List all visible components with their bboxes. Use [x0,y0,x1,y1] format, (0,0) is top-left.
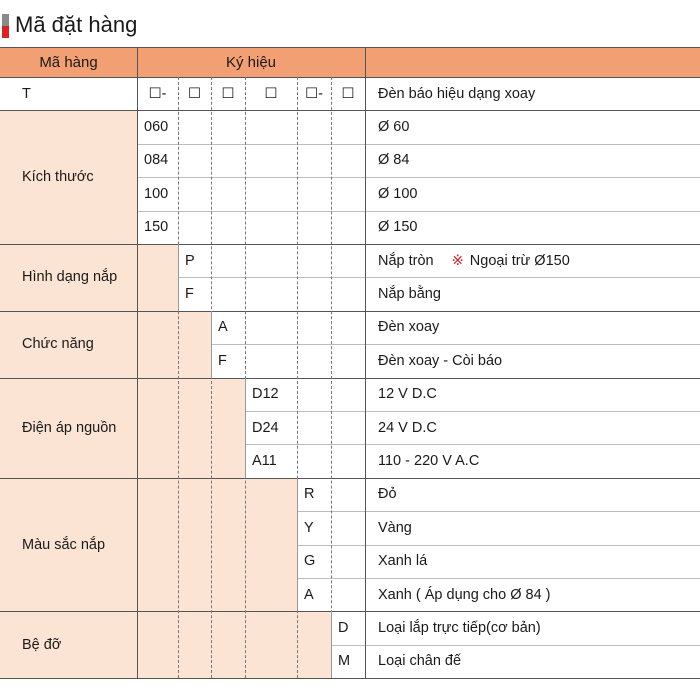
option-desc [365,311,700,344]
group-label-voltage: Điện áp nguồn [0,378,245,478]
option-code: G [304,553,316,570]
grid-line [0,110,700,111]
grid-line [331,77,332,678]
grid-line [211,311,212,378]
option-code: D24 [252,419,279,436]
grid-line [0,678,700,679]
symbol-box: ☐ [341,85,355,102]
symbol-box: ☐- [148,85,167,102]
grid-line [0,378,700,379]
grid-line [331,645,700,646]
option-desc-text: Nắp bằng [378,286,441,303]
option-desc [365,478,700,511]
option-desc [365,244,700,277]
option-desc-text: Đèn xoay - Còi báo [378,352,503,369]
option-code: Y [304,519,314,536]
group-label-size: Kích thước [0,110,137,244]
option-code: F [218,352,227,369]
option-desc [365,411,700,444]
option-desc-text: Ø 60 [378,119,410,136]
option-code: D [338,620,349,637]
option-desc [365,511,700,544]
option-code: M [338,653,351,670]
symbol-box: ☐ [264,85,278,102]
option-code: A [218,319,228,336]
symbol-box: ☐ [221,85,235,102]
grid-line [137,47,138,678]
option-desc-text: 24 V D.C [378,419,437,436]
symbol-box: ☐ [188,85,201,102]
option-desc-text: Loại chân đế [378,653,462,670]
grid-line [297,545,700,546]
grid-line [331,611,332,678]
option-desc-text: Xanh lá [378,553,428,570]
group-label-shape: Hình dạng nắp [0,244,178,311]
grid-line [297,478,298,612]
grid-line [245,378,246,478]
symbol-box: ☐- [305,85,323,102]
grid-line [0,311,700,312]
option-desc-text: Vàng [378,519,412,536]
grid-line [245,411,700,412]
grid-line [0,77,700,78]
option-code: 150 [144,219,169,236]
option-desc-text: Nắp tròn [378,252,434,269]
option-desc [365,344,700,377]
header-code: Mã hàng [0,47,137,77]
option-desc [365,110,700,143]
grid-line [137,177,700,178]
grid-line [0,47,700,48]
header-blank [365,47,700,77]
option-desc [365,611,700,644]
option-desc-text: Xanh ( Áp dụng cho Ø 84 ) [378,586,551,603]
grid-line [0,244,700,245]
grid-line [137,144,700,145]
grid-line [0,478,700,479]
grid-line [245,444,700,445]
grid-line [137,211,700,212]
option-desc [365,144,700,177]
option-desc-text: Ø 84 [378,152,410,169]
option-desc [365,645,700,678]
option-code: 060 [144,119,169,136]
option-desc [365,177,700,210]
grid-line [0,611,700,612]
grid-line [211,344,700,345]
grid-line [297,511,700,512]
option-desc [365,444,700,477]
option-code: A [304,586,314,603]
group-label-color: Màu sắc nắp [0,478,297,612]
option-code: 100 [144,185,169,202]
option-code: 084 [144,152,169,169]
option-desc-text: Loại lắp trực tiếp(cơ bản) [378,620,541,637]
option-desc-text: Đỏ [378,486,397,503]
option-desc-text: Ø 150 [378,219,418,236]
option-desc [365,211,700,244]
option-desc-text: 110 - 220 V A.C [378,453,480,470]
header-symbol: Ký hiệu [137,47,365,77]
row-t-code: T [22,85,31,102]
option-code: P [185,252,195,269]
page-title: Mã đặt hàng [15,12,138,37]
grid-line [211,77,212,678]
note-mark-icon: ※ [451,252,464,269]
option-note: Ngoại trừ Ø150 [469,252,570,269]
option-desc [365,378,700,411]
grid-line [297,578,700,579]
option-desc [365,545,700,578]
option-code: A11 [252,453,277,470]
option-desc-text: 12 V D.C [378,386,437,403]
row-t-desc: Đèn báo hiệu dạng xoay [378,85,536,102]
option-code: F [185,286,194,303]
grid-line [178,77,179,678]
group-label-function: Chức năng [0,311,211,378]
option-code: R [304,486,315,503]
option-desc [365,277,700,310]
grid-line [365,47,366,678]
option-desc-text: Ø 100 [378,185,418,202]
grid-line [178,277,700,278]
group-label-base: Bệ đỡ [0,611,331,678]
option-desc [365,578,700,611]
option-code: D12 [252,386,279,403]
option-desc-text: Đèn xoay [378,319,440,336]
grid-line [178,244,179,311]
